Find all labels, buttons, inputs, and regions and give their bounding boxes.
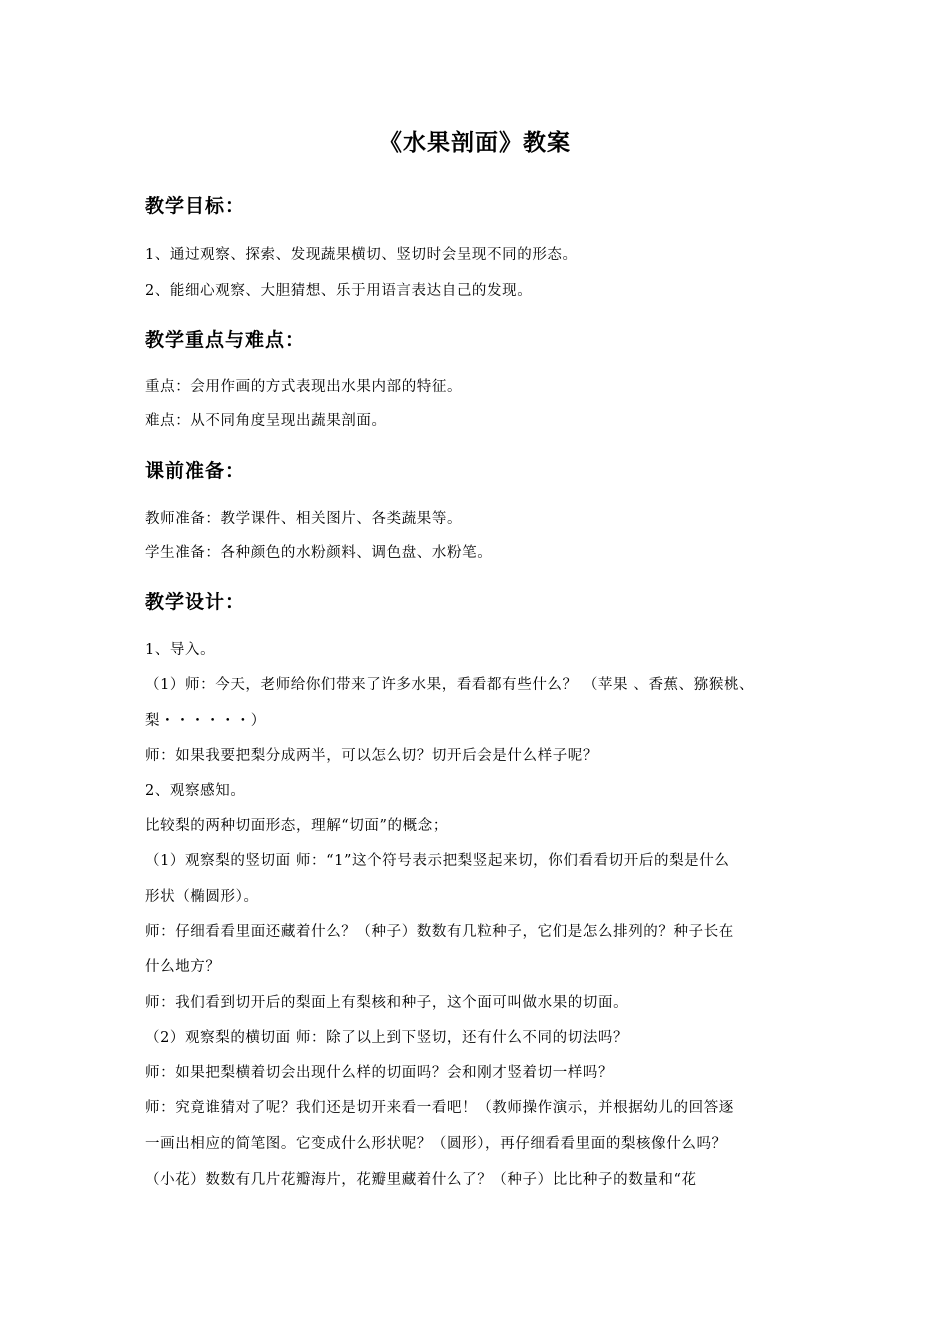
design-line-15: 一画出相应的简笔图。它变成什么形状呢？（圆形），再仔细看看里面的梨核像什么吗？ <box>145 1136 727 1152</box>
design-line-11: 师：我们看到切开后的梨面上有梨核和种子，这个面可叫做水果的切面。 <box>145 995 629 1011</box>
objectives-line-2: 2、能细心观察、大胆猜想、乐于用语言表达自己的发现。 <box>145 283 533 299</box>
design-line-1: 1、导入。 <box>145 642 216 658</box>
heading-preparation: 课前准备： <box>145 460 246 482</box>
design-line-13: 师：如果把梨横着切会出现什么样的切面吗？会和刚才竖着切一样吗？ <box>145 1065 614 1081</box>
design-line-6: 比较梨的两种切面形态，理解“切面”的概念； <box>145 818 448 834</box>
heading-key-points: 教学重点与难点： <box>145 329 306 351</box>
design-line-3: 梨・・・・・・） <box>145 713 266 729</box>
key-points-line-1: 重点：会用作画的方式表现出水果内部的特征。 <box>145 379 463 395</box>
design-line-5: 2、观察感知。 <box>145 783 246 799</box>
heading-design: 教学设计： <box>145 591 246 613</box>
heading-objectives: 教学目标： <box>145 195 246 217</box>
design-line-8: 形状（椭圆形）。 <box>145 889 259 905</box>
design-line-7: （1）观察梨的竖切面 师：“1”这个符号表示把梨竖起来切，你们看看切开后的梨是什么 <box>145 853 730 869</box>
design-line-2: （1）师：今天，老师给你们带来了许多水果，看看都有些什么？ （苹果 、香蕉、猕猴桃、 <box>145 677 755 693</box>
design-line-16: （小花）数数有几片花瓣海片，花瓣里藏着什么了？（种子）比比种子的数量和“花 <box>145 1172 697 1188</box>
page-title: 《水果剖面》教案 <box>379 130 571 156</box>
preparation-line-1: 教师准备：教学课件、相关图片、各类蔬果等。 <box>145 511 463 527</box>
design-line-9: 师：仔细看看里面还藏着什么？（种子）数数有几粒种子，它们是怎么排列的？种子长在 <box>145 924 734 940</box>
objectives-line-1: 1、通过观察、探索、发现蔬果横切、竖切时会呈现不同的形态。 <box>145 247 578 263</box>
design-line-10: 什么地方？ <box>145 959 221 975</box>
design-line-14: 师：究竟谁猜对了呢？我们还是切开来看一看吧！（教师操作演示，并根据幼儿的回答逐 <box>145 1100 734 1116</box>
design-line-12: （2）观察梨的横切面 师：除了以上到下竖切，还有什么不同的切法吗？ <box>145 1030 629 1046</box>
design-line-4: 师：如果我要把梨分成两半，可以怎么切？切开后会是什么样子呢？ <box>145 748 598 764</box>
preparation-line-2: 学生准备：各种颜色的水粉颜料、调色盘、水粉笔。 <box>145 545 493 561</box>
key-points-line-2: 难点：从不同角度呈现出蔬果剖面。 <box>145 413 387 429</box>
